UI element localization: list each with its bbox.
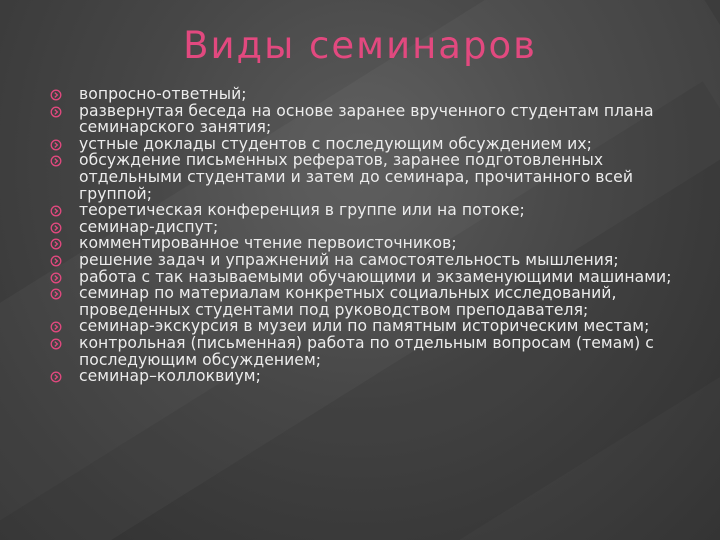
- list-item-text: развернутая беседа на основе заранее врученного студентам плана семинарского занятия;: [79, 101, 654, 137]
- list-item: [50, 86, 698, 103]
- list-item: [50, 285, 698, 318]
- slide-title: Виды семинаров: [183, 24, 537, 67]
- list-item: [50, 335, 698, 368]
- bullet-icon: [50, 238, 62, 250]
- list-item: [50, 252, 698, 269]
- list-item-text: комментированное чтение первоисточников;: [79, 234, 457, 253]
- bullet-icon: [50, 321, 62, 333]
- list-item: [50, 136, 698, 153]
- list-item-text: контрольная (письменная) работа по отдельным вопросам (темам) с последующим обсуждением;: [79, 333, 654, 369]
- bullet-icon: [50, 255, 62, 267]
- bullet-list: [50, 86, 698, 385]
- list-item-text: теоретическая конференция в группе или на потоке;: [79, 201, 525, 220]
- list-item-text: семинар-диспут;: [79, 217, 219, 236]
- list-item: [50, 219, 698, 236]
- list-item-text: семинар-экскурсия в музеи или по памятным историческим местам;: [79, 317, 650, 336]
- bullet-icon: [50, 338, 62, 350]
- list-item: [50, 103, 698, 136]
- list-item: [50, 269, 698, 286]
- bullet-icon: [50, 106, 62, 118]
- list-item-text: устные доклады студентов с последующим обсуждением их;: [79, 134, 592, 153]
- bullet-icon: [50, 139, 62, 151]
- list-item-text: обсуждение письменных рефератов, заранее подготовленных отдельными студентами и затем до семинара, прочитанного всей группой;: [79, 151, 634, 203]
- list-item: [50, 368, 698, 385]
- bullet-icon: [50, 89, 62, 101]
- bullet-icon: [50, 205, 62, 217]
- bullet-icon: [50, 222, 62, 234]
- bullet-icon: [50, 371, 62, 383]
- list-item-text: семинар по материалам конкретных социальных исследований, проведенных студентами под руководством преподавателя;: [79, 284, 617, 319]
- list-item-text: вопросно-ответный;: [79, 85, 247, 103]
- list-item: [50, 235, 698, 252]
- list-item-text: работа с так называемыми обучающими и экзаменующими машинами;: [79, 267, 672, 286]
- bullet-icon: [50, 272, 62, 284]
- bullet-icon: [50, 155, 62, 167]
- list-item: [50, 318, 698, 335]
- list-item-text: решение задач и упражнений на самостоятельность мышления;: [79, 250, 619, 269]
- bullet-icon: [50, 288, 62, 300]
- list-item: [50, 152, 698, 202]
- list-item-text: семинар–коллоквиум;: [79, 367, 261, 386]
- list-item: [50, 202, 698, 219]
